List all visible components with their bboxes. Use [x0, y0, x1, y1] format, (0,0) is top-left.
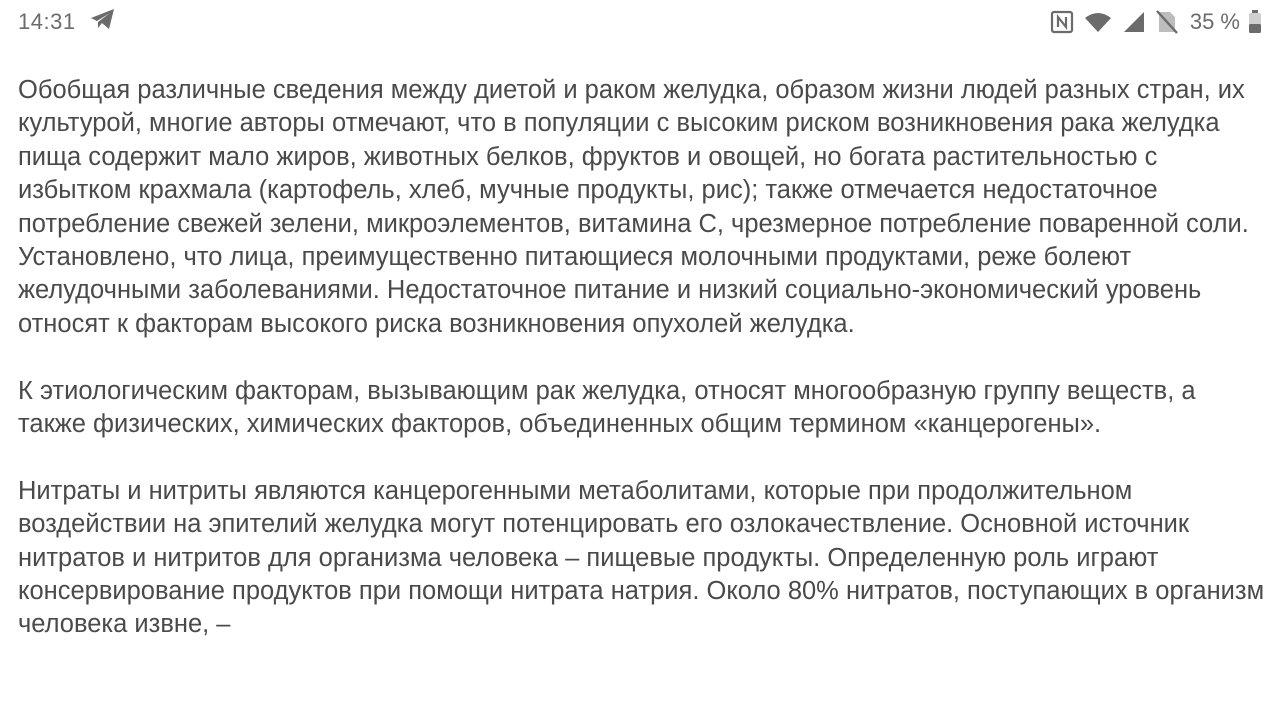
status-bar	[0, 0, 1280, 44]
article-body	[18, 74, 1268, 675]
article-paragraph-1: Обобщая различные сведения между диетой и раком желудка, образом жизни людей разных стран, их культурой, многие авторы отмечают, что в популяции с высоким риском возникновения рака желудка пища содержит мало жиров, животных белков, фруктов и овощей, но богата растительностью с избытком крахмала (картофель, хлеб, мучные продукты, рис); также отмечается недостаточное потребление свежей зелени, микроэлементов, витамина С, чрезмерное потребление поваренной соли. Установлено, что лица, преимущественно питающиеся молочными продуктами, реже болеют желудочными заболеваниями. Недостаточное питание и низкий социально-экономический уровень относят к факторам высокого риска возникновения опухолей желудка.	[18, 76, 1249, 338]
status-left	[18, 8, 116, 36]
wifi-icon	[1084, 11, 1112, 33]
battery-icon	[1248, 10, 1262, 34]
battery-percent: 35 %	[1189, 9, 1240, 34]
status-right	[1040, 9, 1262, 35]
no-sim-icon	[1156, 10, 1178, 34]
article-paragraph-3: Нитраты и нитриты являются канцерогенными метаболитами, которые при продолжительном воздействии на эпителий желудка могут потенцировать его озлокачествление. Основной источник нитратов и нитритов для организма человека – пищевые продукты. Определенную роль играют консервирование продуктов при помощи нитрата натрия. Около 80% нитратов, поступающих в организм человека извне, –	[18, 476, 1265, 639]
nfc-icon	[1050, 10, 1074, 34]
telegram-icon	[90, 8, 116, 36]
cellular-signal-icon	[1122, 11, 1146, 33]
article-paragraph-2: К этиологическим факторам, вызывающим рак желудка, относят многообразную группу веществ, а также физических, химических факторов, объединенных общим термином «канцерогены».	[18, 376, 1196, 439]
status-time: 14:31	[18, 9, 76, 34]
